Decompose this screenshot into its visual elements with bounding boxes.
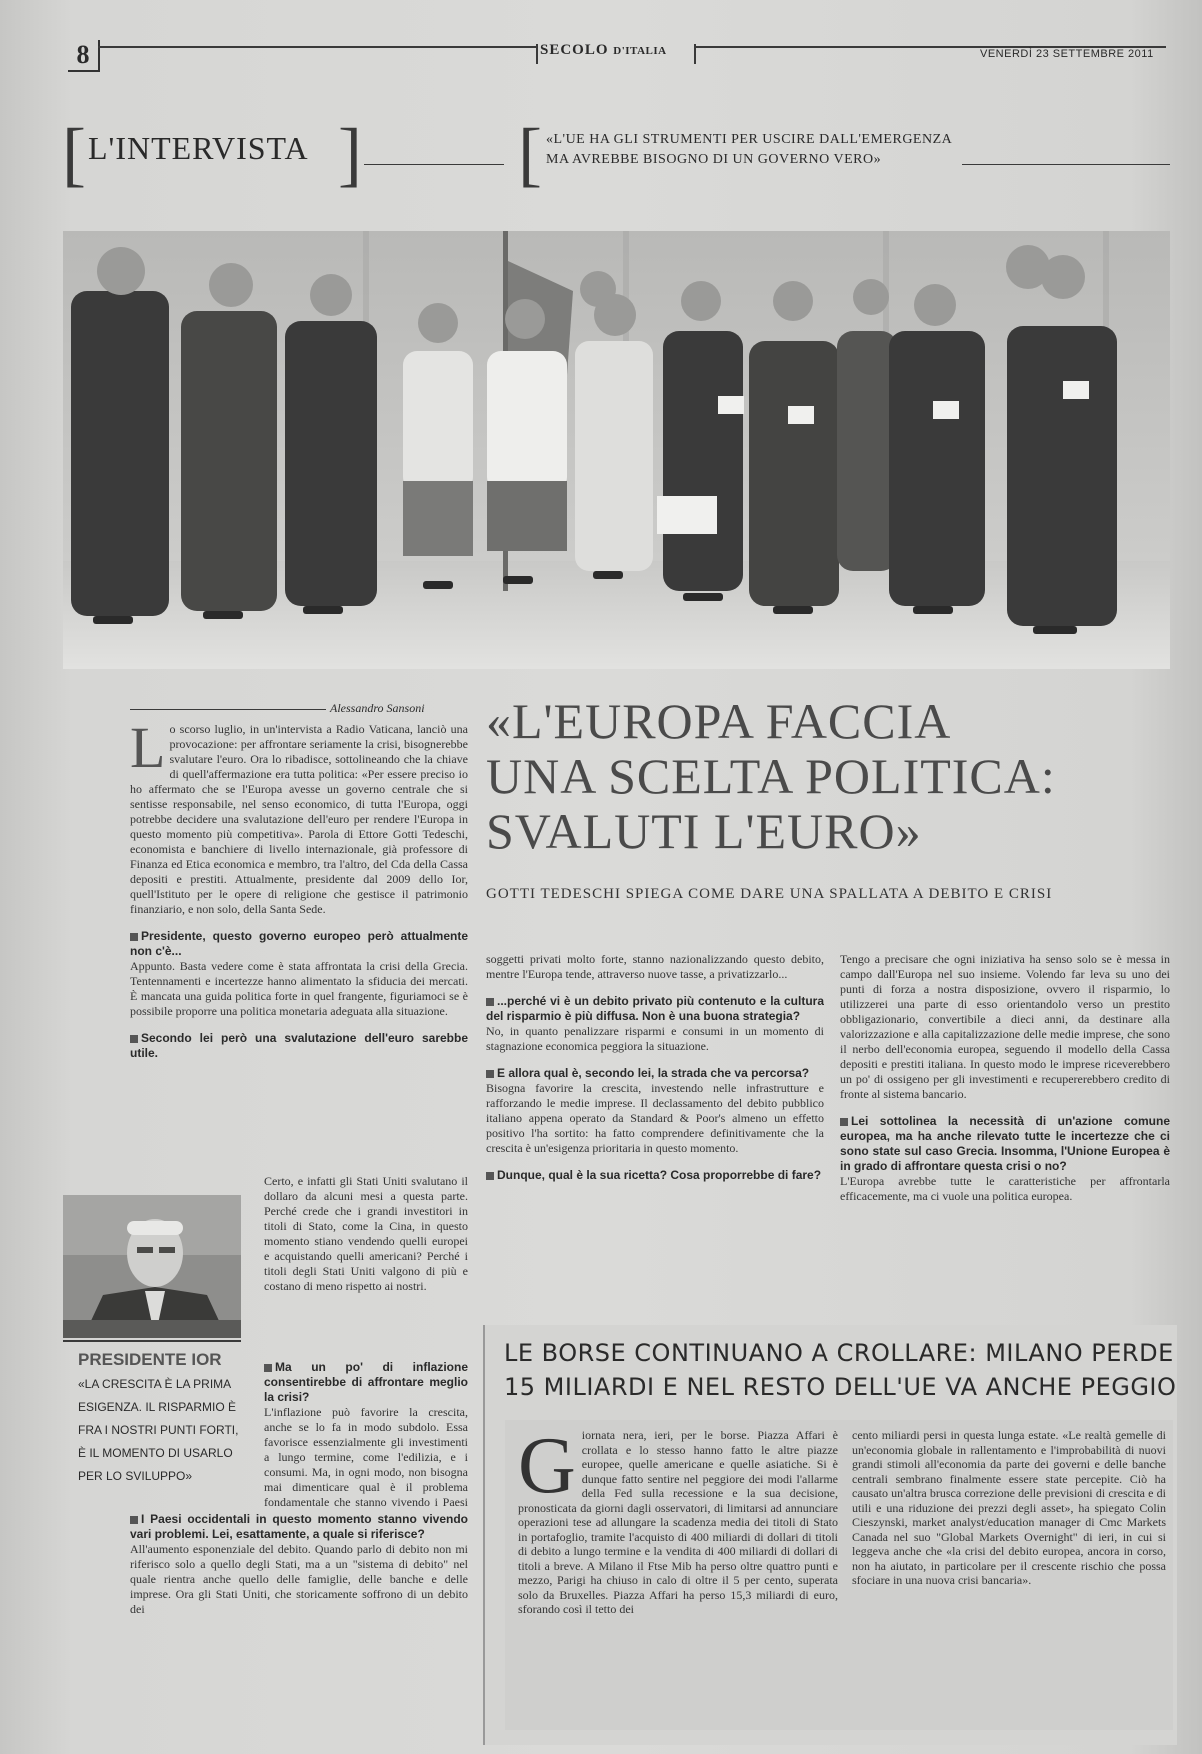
issue-date: VENERDÌ 23 SETTEMBRE 2011 [980, 48, 1154, 60]
kicker-line-1: «L'UE HA GLI STRUMENTI PER USCIRE DALL'EMERGENZA [546, 132, 953, 147]
question-6: E allora qual è, secondo lei, la strada che va percorsa? [486, 1066, 824, 1081]
answer-4: All'aumento esponenziale del debito. Quando parlo di debito non mi riferisco solo a quello degli Stati, ma a un "sistema di debito" nel quale rientra anche quello delle famiglie, delle banche e delle imprese. Ora gli Stati Uniti, che storicamente soffrono di un debito dei [130, 1542, 468, 1616]
group-photo-image [63, 231, 1170, 669]
sidebar-story-title [504, 1336, 1176, 1404]
kicker-line-2: MA AVREBBE BISOGNO DI UN GOVERNO VERO» [546, 152, 882, 167]
portrait-quote: «LA CRESCITA È LA PRIMA ESIGENZA. IL RISPARMIO È FRA I NOSTRI PUNTI FORTI, È IL MOMENTO DI USARLO PER LO SVILUPPO» [78, 1377, 239, 1483]
headline-line-2: UNA SCELTA POLITICA: [486, 748, 1056, 804]
drop-cap: L [130, 722, 166, 780]
kicker-bracket: [ [518, 114, 542, 194]
article-column-1 [130, 722, 468, 1190]
question-7: Dunque, qual è la sua ricetta? Cosa proporrebbe di fare? [486, 1168, 824, 1183]
sidebar-title-line-2: 15 MILIARDI E NEL RESTO DELL'UE VA ANCHE PEGGIO [504, 1373, 1177, 1401]
article-column-3 [840, 952, 1170, 1292]
portrait-image [63, 1195, 241, 1338]
question-answer-4 [130, 1512, 468, 1744]
subheadline: GOTTI TEDESCHI SPIEGA COME DARE UNA SPALLATA A DEBITO E CRISI [486, 886, 1053, 902]
byline-rule [130, 709, 326, 710]
masthead-divider [536, 44, 538, 64]
question-8: Lei sottolinea la necessità di un'azione comune europea, ma ha anche rilevato tutte le incertezze che ci sono state sul caso Grecia. Insomma, l'Unione Europea è in grado di affrontare questa crisi o no? [840, 1114, 1170, 1173]
portrait-title: PRESIDENTE IOR [78, 1350, 222, 1369]
sidebar-column-1 [518, 1428, 838, 1728]
masthead-rule-left [98, 46, 538, 48]
question-5: ...perché vi è un debito privato più contenuto e la cultura del risparmio è più diffusa. Non è una buona strategia? [486, 994, 824, 1023]
sidebar-text-1: iornata nera, ieri, per le borse. Piazza Affari è crollata e lo stesso hanno fatto le altre piazze europee, quelle americane e quelle asiatiche. Si è dunque fatto sentire nel peggiore dei modi l'allarme della Fed sulla recessione e la sua decisione, pronosticata da giorni dagli osservatori, di limitarsi ad annunciare operazioni tese ad allungare la scadenza media dei titoli di Stato in portafoglio, tramite l'acquisto di 400 miliardi di dollari di titoli di debito a lungo termine e la vendita di 400 miliardi di dollari di titoli a breve. A Milano il Ftse Mib ha perso oltre quattro punti e mezzo, Parigi ha chiuso in calo di oltre il 5 per cento, superata solo da Bruxelles. Piazza Affari ha perso 15,3 miliardi di euro, sforando così il tetto dei [518, 1428, 838, 1616]
paper-name-suffix: D'ITALIA [613, 45, 667, 57]
section-bracket-right: ] [338, 114, 362, 194]
answer-8: L'Europa avrebbe tutte le caratteristiche per affrontarla efficacemente, ma ci vuole una politica europea. [840, 1174, 1170, 1203]
kicker-rule [962, 164, 1170, 165]
paper-name [540, 42, 667, 59]
question-1: Presidente, questo governo europeo però attualmente non c'è... [130, 929, 468, 958]
article-column-2 [486, 952, 824, 1292]
sidebar-column-2: cento miliardi persi in questa lunga estate. «Le realtà gemelle di un'economia globale in rallentamento e l'improbabilità di nuovi grandi stimoli all'economia da parte dei governi e delle banche centrali sembrano finalmente essere state percepite. Ciò ha causato un'altra brusca correzione delle previsioni di crescita e di utili e una riduzione dei prezzi degli asset», ha spiegato Colin Cieszynski, market analyst/education manager di Cmc Markets Canada nel suo "Global Markets Overnight" di ieri, in cui si leggeva anche che «la crisi del debito europea, ancora in corso, non ha aiutato, in particolare per il crescente rischio che possa sfociare in una nuova crisi bancaria». [852, 1428, 1166, 1587]
question-4: I Paesi occidentali in questo momento stanno vivendo vari problemi. Lei, esattamente, a quale si riferisce? [130, 1512, 468, 1541]
page-number: 8 [68, 40, 100, 72]
column-2-top: soggetti privati molto forte, stanno nazionalizzando questo debito, mentre l'Europa tende, attraverso nuove tasse, a privatizzarlo... [486, 952, 824, 981]
answer-1: Appunto. Basta vedere come è stata affrontata la crisi della Grecia. Tentennamenti e incertezze hanno alimentato la sfiducia dei mercati. È mancata una guida politica forte in quel frangente, figuriamoci se è possibile proporre una politica monetaria adeguata alla situazione. [130, 959, 468, 1018]
section-bracket-left: [ [62, 114, 86, 194]
question-2: Secondo lei però una svalutazione dell'euro sarebbe utile. [130, 1031, 468, 1060]
question-answer-3 [264, 1360, 468, 1510]
headline-line-1: «L'EUROPA FACCIA [486, 693, 952, 749]
headline-line-3: SVALUTI L'EURO» [486, 803, 922, 859]
group-photo [63, 231, 1170, 669]
question-3: Ma un po' di inflazione consentirebbe di affrontare meglio la crisi? [264, 1360, 468, 1404]
section-label: L'INTERVISTA [88, 130, 309, 166]
portrait-photo [63, 1195, 241, 1338]
portrait-rule [63, 1340, 241, 1342]
answer-6: Bisogna favorire la crescita, investendo nelle infrastrutture e rafforzando le medie imprese. Il declassamento del debito pubblico italiano appena operato da Standard & Poor's almeno un effetto positivo l'ha sortito: ha fatto comprendere definitivamente che la crescita è un'esigenza prioritaria in questo momento. [486, 1081, 824, 1155]
sidebar-title-line-1: LE BORSE CONTINUANO A CROLLARE: MILANO PERDE [504, 1339, 1174, 1367]
section-rule [364, 164, 504, 165]
answer-3: L'inflazione può favorire la crescita, anche se lo fa in modo subdolo. Essa favorisce essenzialmente gli investimenti a lungo termine, come l'edilizia, e i consumi. Ma, in ogni modo, non bisogna mai dimenticare qual è il problema fondamentale che stanno vivendo i Paesi [264, 1405, 468, 1509]
paper-name-main: SECOLO [540, 42, 609, 58]
answer-5: No, in quanto penalizzare risparmi e consumi in un momento di stagnazione economica peggiora la situazione. [486, 1024, 824, 1053]
section-kicker [546, 130, 952, 170]
answer-7: Tengo a precisare che ogni iniziativa ha senso solo se è messa in campo dall'Europa nel suo insieme. Volendo far leva su uno dei punti di forza a nostra disposizione, ovvero il risparmio, lo utilizzerei una parte di esso orientandolo verso un prestito obbligazionario, convertibile a dieci anni, da destinare alla valorizzazione e alla capitalizzazione delle medie imprese, che sono il nerbo dell'economia europea, seguendo il modello della Cassa depositi e prestiti italiana. In questo modo le imprese riceverebbero un po' di ossigeno per gli investimenti e recupererebbero credito di fronte al sistema bancario. [840, 952, 1170, 1101]
sidebar-drop-cap: G [518, 1428, 576, 1510]
answer-2: Certo, e infatti gli Stati Uniti svalutano il dollaro da alcuni mesi a questa parte. Perché crede che i grandi investitori in titoli di Stato, come la Cina, in questo momento stiano vendendo quelli europei e acquistando quelli americani? Perché i titoli degli Stati Uniti valgono di più e costano di meno rispetto ai nostri. [264, 1174, 468, 1293]
byline: Alessandro Sansoni [330, 701, 425, 715]
headline [486, 694, 1056, 859]
article-intro: o scorso luglio, in un'intervista a Radio Vaticana, lanciò una provocazione: per affrontare seriamente la crisi, bisognerebbe svalutare l'euro. Ora lo ribadisce, sottolineando che la chiave di quell'affermazione era tutta politica: «Per essere preciso io ho affermato che se l'Europa avesse un governo centrale che si sentisse responsabile, nel senso economico, di tutta l'Europa, oggi potrebbe decidere una svalutazione dell'euro per rendere l'Europa in questo momento più competitiva». Parola di Ettore Gotti Tedeschi, economista e banchiere di livello internazionale, già professore di Finanza ed Etica economica e membro, tra l'altro, del Cda della Cassa depositi e prestiti. Attualmente, presidente dal 2009 dello Ior, quell'Istituto per le opere di religione che gestisce il patrimonio finanziario, e non solo, della Santa Sede. [130, 722, 468, 916]
